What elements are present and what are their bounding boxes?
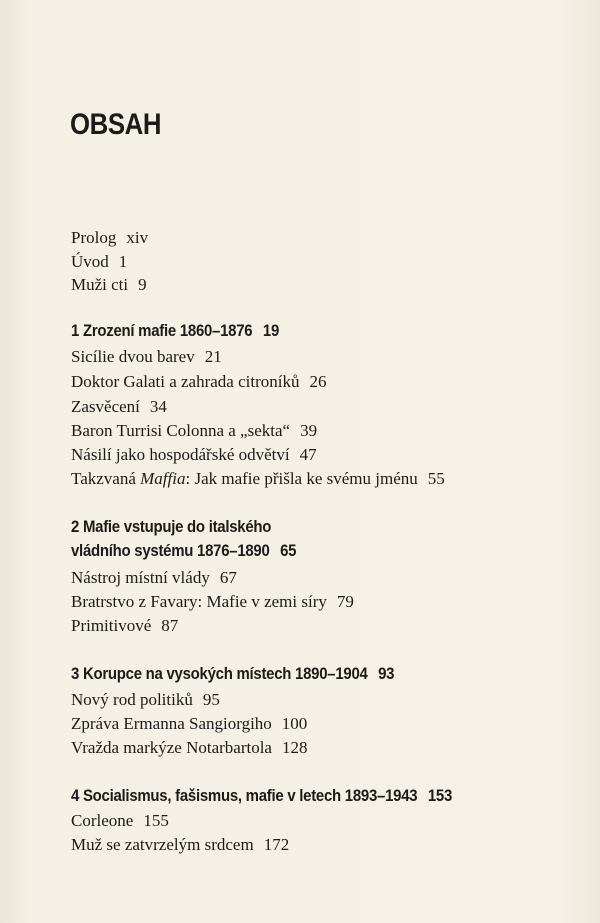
entry-page: 9: [138, 275, 147, 294]
entry-title: Vražda markýze Notarbartola: [71, 738, 272, 757]
entry-title: Primitivové: [71, 616, 152, 635]
chapter-heading: [71, 664, 394, 684]
entry-page: 47: [299, 445, 317, 464]
entry-title: Prolog: [71, 228, 117, 247]
toc-entry: [71, 275, 147, 295]
toc-entry: [71, 252, 127, 272]
chapter-heading: [71, 517, 271, 537]
entry-title: Nástroj místní vlády: [71, 568, 210, 587]
toc-entry: [71, 592, 354, 612]
entry-page: 39: [300, 421, 318, 440]
entry-title: Násilí jako hospodářské odvětví: [71, 445, 290, 464]
toc-entry: [71, 347, 222, 367]
toc-entry: [71, 835, 289, 855]
entry-title: Baron Turrisi Colonna a „sekta“: [71, 421, 291, 440]
toc-entry: [71, 469, 445, 489]
entry-title: Zpráva Ermanna Sangiorgiho: [71, 714, 272, 733]
entry-title-suffix: : Jak mafie přišla ke svému jménu: [185, 469, 418, 488]
entry-title: Zasvěcení: [71, 397, 140, 416]
chapter-heading: [71, 786, 452, 806]
toc-entry: [71, 616, 178, 636]
entry-title-italic: Maffia: [140, 469, 186, 488]
chapter-heading: [71, 321, 279, 341]
entry-page: 1: [118, 252, 128, 271]
toc-entry: [71, 421, 317, 441]
entry-page: 128: [281, 738, 308, 757]
entry-title: Muži cti: [71, 275, 129, 294]
entry-page: 155: [143, 811, 169, 830]
toc-entry: [71, 228, 148, 248]
chapter-title: 2 Mafie vstupuje do italského: [71, 517, 272, 536]
toc-entry: [71, 568, 237, 588]
entry-page: 95: [202, 690, 220, 709]
chapter-page: 65: [280, 541, 297, 560]
entry-page: 55: [427, 469, 445, 488]
chapter-title: 4 Socialismus, fašismus, mafie v letech 1893–1943: [71, 786, 418, 805]
entry-title: Bratrstvo z Favary: Mafie v zemi síry: [71, 592, 327, 611]
entry-page: 67: [219, 568, 237, 587]
chapter-title: vládního systému 1876–1890: [71, 541, 270, 560]
entry-page: 26: [309, 372, 327, 391]
toc-entry: [71, 372, 326, 392]
entry-page: 100: [281, 714, 308, 733]
entry-title: Muž se zatvrzelým srdcem: [71, 835, 254, 854]
entry-title: Doktor Galati a zahrada citroníků: [71, 372, 300, 391]
entry-title: Corleone: [71, 811, 134, 830]
toc-entry: [71, 445, 317, 465]
chapter-heading-continued: [71, 541, 296, 561]
toc-entry: [71, 690, 220, 710]
chapter-page: 93: [378, 664, 395, 683]
entry-title: Sicílie dvou barev: [71, 347, 195, 366]
entry-title-prefix: Takzvaná: [71, 469, 141, 488]
chapter-page: 19: [262, 321, 280, 340]
entry-page: 34: [149, 397, 167, 416]
toc-entry: [71, 738, 307, 758]
entry-title: Úvod: [71, 252, 109, 271]
entry-page: 172: [263, 835, 290, 854]
toc-entry: [71, 714, 307, 734]
entry-page: 21: [204, 347, 222, 366]
entry-page: 79: [336, 592, 354, 611]
toc-entry: [71, 397, 167, 417]
chapter-title: 1 Zrození mafie 1860–1876: [71, 321, 253, 340]
entry-page: xiv: [126, 228, 149, 247]
page-title: OBSAH: [70, 108, 162, 141]
toc-entry: [71, 811, 169, 831]
entry-title: Nový rod politiků: [71, 690, 193, 709]
chapter-title: 3 Korupce na vysokých místech 1890–1904: [71, 664, 368, 683]
chapter-page: 153: [427, 786, 453, 805]
entry-page: 87: [161, 616, 179, 635]
